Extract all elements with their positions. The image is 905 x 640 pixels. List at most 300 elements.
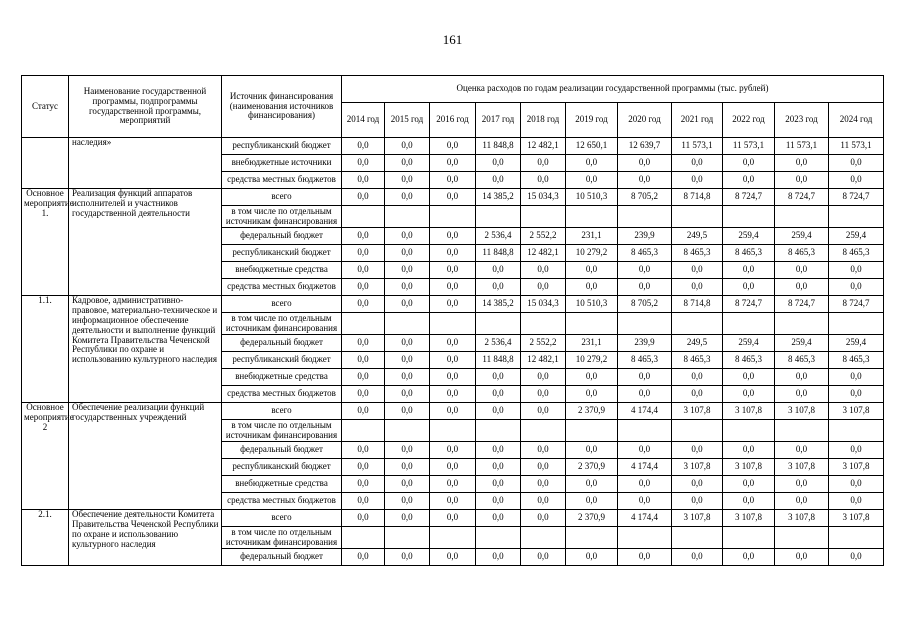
value-cell: 0,0: [476, 459, 521, 476]
value-cell: [618, 420, 672, 442]
value-cell: [430, 313, 476, 335]
value-cell: 0,0: [342, 510, 385, 527]
table-row: [22, 403, 884, 420]
value-cell: 0,0: [385, 442, 430, 459]
value-cell: 0,0: [775, 172, 829, 189]
value-cell: 0,0: [385, 403, 430, 420]
value-cell: 0,0: [829, 386, 884, 403]
value-cell: 8 465,3: [829, 245, 884, 262]
value-cell: 10 279,2: [566, 352, 618, 369]
value-cell: 0,0: [385, 245, 430, 262]
value-cell: 0,0: [430, 335, 476, 352]
value-cell: 10 279,2: [566, 245, 618, 262]
value-cell: [775, 420, 829, 442]
value-cell: 0,0: [672, 155, 723, 172]
value-cell: 0,0: [430, 279, 476, 296]
value-cell: 0,0: [342, 549, 385, 566]
value-cell: 11 573,1: [672, 138, 723, 155]
source-cell: внебюджетные источники: [222, 155, 342, 172]
value-cell: 0,0: [829, 493, 884, 510]
value-cell: 0,0: [566, 369, 618, 386]
value-cell: [342, 206, 385, 228]
value-cell: 0,0: [342, 386, 385, 403]
value-cell: [566, 420, 618, 442]
value-cell: 8 465,3: [672, 352, 723, 369]
value-cell: 0,0: [476, 262, 521, 279]
value-cell: 0,0: [385, 386, 430, 403]
value-cell: 249,5: [672, 335, 723, 352]
value-cell: [723, 527, 775, 549]
value-cell: 2 370,9: [566, 459, 618, 476]
value-cell: 0,0: [342, 369, 385, 386]
value-cell: 0,0: [385, 476, 430, 493]
source-cell: федеральный бюджет: [222, 442, 342, 459]
value-cell: 0,0: [723, 279, 775, 296]
value-cell: 0,0: [829, 476, 884, 493]
value-cell: 0,0: [476, 493, 521, 510]
value-cell: 4 174,4: [618, 403, 672, 420]
value-cell: 0,0: [672, 476, 723, 493]
value-cell: 8 724,7: [775, 189, 829, 206]
value-cell: 259,4: [775, 228, 829, 245]
value-cell: 0,0: [566, 476, 618, 493]
table-row: [22, 138, 884, 155]
status-cell: 2.1.: [22, 510, 69, 566]
value-cell: [342, 527, 385, 549]
value-cell: 0,0: [521, 262, 566, 279]
value-cell: 3 107,8: [775, 403, 829, 420]
value-cell: 0,0: [476, 403, 521, 420]
value-cell: 10 510,3: [566, 189, 618, 206]
value-cell: 0,0: [342, 403, 385, 420]
source-cell: в том числе по отдельным источникам финансирования: [222, 420, 342, 442]
value-cell: 0,0: [521, 442, 566, 459]
value-cell: 4 174,4: [618, 459, 672, 476]
value-cell: 0,0: [672, 386, 723, 403]
value-cell: 0,0: [385, 189, 430, 206]
value-cell: [829, 420, 884, 442]
value-cell: 0,0: [618, 155, 672, 172]
header-year: 2017 год: [476, 103, 521, 138]
value-cell: 0,0: [342, 459, 385, 476]
value-cell: 0,0: [476, 476, 521, 493]
value-cell: 0,0: [618, 172, 672, 189]
value-cell: 0,0: [476, 279, 521, 296]
header-year: 2016 год: [430, 103, 476, 138]
value-cell: 0,0: [618, 476, 672, 493]
source-cell: внебюджетные средства: [222, 262, 342, 279]
source-cell: республиканский бюджет: [222, 138, 342, 155]
value-cell: 0,0: [521, 369, 566, 386]
value-cell: 3 107,8: [829, 459, 884, 476]
value-cell: 259,4: [775, 335, 829, 352]
value-cell: 0,0: [342, 442, 385, 459]
value-cell: 14 385,2: [476, 296, 521, 313]
value-cell: 0,0: [430, 386, 476, 403]
value-cell: 0,0: [342, 352, 385, 369]
value-cell: [723, 420, 775, 442]
value-cell: [672, 206, 723, 228]
value-cell: [775, 313, 829, 335]
value-cell: 0,0: [385, 262, 430, 279]
value-cell: 0,0: [430, 228, 476, 245]
header-year: 2015 год: [385, 103, 430, 138]
value-cell: [385, 527, 430, 549]
value-cell: 0,0: [672, 493, 723, 510]
value-cell: 0,0: [342, 155, 385, 172]
value-cell: 8 724,7: [829, 189, 884, 206]
value-cell: [566, 206, 618, 228]
status-cell: [22, 138, 69, 189]
value-cell: 12 482,1: [521, 352, 566, 369]
value-cell: 0,0: [829, 442, 884, 459]
value-cell: [618, 527, 672, 549]
value-cell: 0,0: [618, 493, 672, 510]
value-cell: 0,0: [566, 442, 618, 459]
value-cell: 0,0: [342, 245, 385, 262]
value-cell: 0,0: [385, 172, 430, 189]
value-cell: 0,0: [723, 155, 775, 172]
value-cell: [476, 527, 521, 549]
source-cell: всего: [222, 510, 342, 527]
value-cell: 0,0: [521, 459, 566, 476]
value-cell: 2 370,9: [566, 403, 618, 420]
name-cell: Кадровое, административно-правовое, материально-техническое и информационное обеспечение деятельности и выполнение функций Комитета Правительства Чеченской Республики по охране и использованию культурного наследия: [69, 296, 222, 403]
value-cell: 0,0: [775, 549, 829, 566]
value-cell: 231,1: [566, 228, 618, 245]
value-cell: 3 107,8: [672, 459, 723, 476]
value-cell: 14 385,2: [476, 189, 521, 206]
value-cell: 0,0: [775, 386, 829, 403]
value-cell: 8 705,2: [618, 189, 672, 206]
value-cell: 259,4: [829, 335, 884, 352]
value-cell: 0,0: [723, 386, 775, 403]
value-cell: 0,0: [385, 459, 430, 476]
source-cell: республиканский бюджет: [222, 352, 342, 369]
status-cell: Основное мероприятие 2: [22, 403, 69, 510]
value-cell: 0,0: [672, 172, 723, 189]
value-cell: 0,0: [342, 476, 385, 493]
value-cell: 8 465,3: [723, 352, 775, 369]
value-cell: 0,0: [342, 262, 385, 279]
value-cell: 3 107,8: [723, 403, 775, 420]
table-row: [22, 510, 884, 527]
value-cell: 8 705,2: [618, 296, 672, 313]
status-cell: Основное мероприятие 1.: [22, 189, 69, 296]
value-cell: [829, 527, 884, 549]
value-cell: 0,0: [430, 510, 476, 527]
value-cell: 2 536,4: [476, 228, 521, 245]
value-cell: 0,0: [618, 369, 672, 386]
value-cell: 0,0: [829, 279, 884, 296]
value-cell: 4 174,4: [618, 510, 672, 527]
header-year: 2022 год: [723, 103, 775, 138]
value-cell: 0,0: [672, 442, 723, 459]
source-cell: в том числе по отдельным источникам финансирования: [222, 313, 342, 335]
value-cell: 2 552,2: [521, 335, 566, 352]
value-cell: 0,0: [566, 493, 618, 510]
value-cell: 0,0: [672, 262, 723, 279]
value-cell: 0,0: [430, 245, 476, 262]
header-year: 2014 год: [342, 103, 385, 138]
value-cell: 0,0: [385, 138, 430, 155]
value-cell: 3 107,8: [829, 510, 884, 527]
value-cell: 0,0: [430, 138, 476, 155]
value-cell: 15 034,3: [521, 296, 566, 313]
name-cell: Реализация функций аппаратов исполнителей и участников государственной деятельности: [69, 189, 222, 296]
value-cell: 0,0: [723, 493, 775, 510]
value-cell: 0,0: [775, 476, 829, 493]
value-cell: 8 724,7: [723, 296, 775, 313]
header-estimate: Оценка расходов по годам реализации государственной программы (тыс. рублей): [342, 76, 884, 103]
value-cell: [385, 313, 430, 335]
value-cell: 0,0: [430, 296, 476, 313]
source-cell: средства местных бюджетов: [222, 172, 342, 189]
source-cell: республиканский бюджет: [222, 459, 342, 476]
value-cell: 3 107,8: [672, 403, 723, 420]
value-cell: 12 639,7: [618, 138, 672, 155]
source-cell: федеральный бюджет: [222, 228, 342, 245]
value-cell: [430, 527, 476, 549]
source-cell: федеральный бюджет: [222, 335, 342, 352]
value-cell: 259,4: [829, 228, 884, 245]
value-cell: 8 724,7: [723, 189, 775, 206]
value-cell: 3 107,8: [775, 459, 829, 476]
value-cell: 3 107,8: [723, 459, 775, 476]
value-cell: 3 107,8: [829, 403, 884, 420]
source-cell: средства местных бюджетов: [222, 279, 342, 296]
value-cell: 11 573,1: [775, 138, 829, 155]
header-year: 2018 год: [521, 103, 566, 138]
value-cell: 0,0: [385, 352, 430, 369]
value-cell: 11 573,1: [723, 138, 775, 155]
value-cell: [476, 313, 521, 335]
header-year: 2020 год: [618, 103, 672, 138]
value-cell: 0,0: [618, 442, 672, 459]
value-cell: 8 724,7: [829, 296, 884, 313]
value-cell: 0,0: [430, 352, 476, 369]
value-cell: 0,0: [521, 510, 566, 527]
value-cell: 0,0: [521, 476, 566, 493]
value-cell: [566, 527, 618, 549]
value-cell: 0,0: [385, 493, 430, 510]
source-cell: средства местных бюджетов: [222, 386, 342, 403]
value-cell: [723, 313, 775, 335]
value-cell: 0,0: [723, 476, 775, 493]
value-cell: 11 848,8: [476, 352, 521, 369]
value-cell: 0,0: [385, 369, 430, 386]
value-cell: 0,0: [476, 172, 521, 189]
value-cell: 0,0: [775, 369, 829, 386]
value-cell: 0,0: [566, 549, 618, 566]
value-cell: 0,0: [521, 155, 566, 172]
source-cell: в том числе по отдельным источникам финансирования: [222, 527, 342, 549]
value-cell: 0,0: [829, 172, 884, 189]
value-cell: 0,0: [430, 549, 476, 566]
value-cell: [829, 313, 884, 335]
value-cell: 0,0: [521, 279, 566, 296]
value-cell: [775, 206, 829, 228]
value-cell: 15 034,3: [521, 189, 566, 206]
value-cell: 259,4: [723, 228, 775, 245]
value-cell: 0,0: [829, 155, 884, 172]
value-cell: 0,0: [829, 369, 884, 386]
value-cell: 8 465,3: [672, 245, 723, 262]
value-cell: 11 848,8: [476, 138, 521, 155]
value-cell: [385, 206, 430, 228]
value-cell: 0,0: [342, 296, 385, 313]
value-cell: 11 573,1: [829, 138, 884, 155]
value-cell: [672, 527, 723, 549]
source-cell: республиканский бюджет: [222, 245, 342, 262]
value-cell: 0,0: [521, 172, 566, 189]
value-cell: 12 650,1: [566, 138, 618, 155]
value-cell: 0,0: [430, 476, 476, 493]
value-cell: 0,0: [672, 369, 723, 386]
value-cell: 8 465,3: [723, 245, 775, 262]
value-cell: 0,0: [430, 403, 476, 420]
value-cell: 2 370,9: [566, 510, 618, 527]
value-cell: 0,0: [672, 279, 723, 296]
value-cell: 0,0: [430, 172, 476, 189]
value-cell: 3 107,8: [775, 510, 829, 527]
value-cell: 0,0: [775, 493, 829, 510]
value-cell: 0,0: [342, 138, 385, 155]
value-cell: [672, 313, 723, 335]
value-cell: 0,0: [385, 228, 430, 245]
value-cell: 239,9: [618, 228, 672, 245]
status-cell: 1.1.: [22, 296, 69, 403]
value-cell: 8 465,3: [775, 352, 829, 369]
header-source: Источник финансирования (наименования источников финансирования): [222, 76, 342, 138]
value-cell: 12 482,1: [521, 138, 566, 155]
value-cell: 0,0: [385, 335, 430, 352]
table-row: [22, 296, 884, 313]
value-cell: 0,0: [385, 549, 430, 566]
value-cell: 0,0: [476, 155, 521, 172]
value-cell: 0,0: [775, 442, 829, 459]
value-cell: 8 724,7: [775, 296, 829, 313]
value-cell: 0,0: [672, 549, 723, 566]
source-cell: федеральный бюджет: [222, 549, 342, 566]
value-cell: [342, 313, 385, 335]
value-cell: 0,0: [521, 386, 566, 403]
header-year: 2021 год: [672, 103, 723, 138]
value-cell: 0,0: [618, 386, 672, 403]
value-cell: 0,0: [775, 155, 829, 172]
value-cell: 8 465,3: [829, 352, 884, 369]
value-cell: [829, 206, 884, 228]
value-cell: 0,0: [521, 493, 566, 510]
value-cell: 3 107,8: [723, 510, 775, 527]
value-cell: [385, 420, 430, 442]
value-cell: 2 536,4: [476, 335, 521, 352]
value-cell: 0,0: [342, 228, 385, 245]
value-cell: [618, 313, 672, 335]
header-year: 2019 год: [566, 103, 618, 138]
value-cell: [618, 206, 672, 228]
source-cell: в том числе по отдельным источникам финансирования: [222, 206, 342, 228]
value-cell: 231,1: [566, 335, 618, 352]
table-row: [22, 189, 884, 206]
name-cell: Обеспечение деятельности Комитета Правительства Чеченской Республики по охране и использованию культурного наследия: [69, 510, 222, 566]
value-cell: 0,0: [342, 335, 385, 352]
name-cell: Обеспечение реализации функций государственных учреждений: [69, 403, 222, 510]
value-cell: [723, 206, 775, 228]
value-cell: 8 714,8: [672, 189, 723, 206]
source-cell: внебюджетные средства: [222, 369, 342, 386]
value-cell: 0,0: [430, 493, 476, 510]
value-cell: 0,0: [566, 279, 618, 296]
value-cell: 12 482,1: [521, 245, 566, 262]
value-cell: 0,0: [476, 386, 521, 403]
value-cell: 0,0: [430, 442, 476, 459]
value-cell: 0,0: [385, 155, 430, 172]
value-cell: [566, 313, 618, 335]
budget-table: [21, 75, 884, 566]
value-cell: 0,0: [566, 262, 618, 279]
value-cell: 2 552,2: [521, 228, 566, 245]
value-cell: 0,0: [566, 155, 618, 172]
source-cell: всего: [222, 296, 342, 313]
value-cell: 8 714,8: [672, 296, 723, 313]
value-cell: [476, 420, 521, 442]
value-cell: [430, 420, 476, 442]
value-cell: 0,0: [385, 296, 430, 313]
value-cell: 0,0: [430, 189, 476, 206]
value-cell: 8 465,3: [618, 245, 672, 262]
value-cell: 0,0: [342, 172, 385, 189]
value-cell: 0,0: [476, 510, 521, 527]
value-cell: 0,0: [430, 369, 476, 386]
value-cell: 0,0: [476, 442, 521, 459]
value-cell: 0,0: [775, 279, 829, 296]
source-cell: всего: [222, 189, 342, 206]
value-cell: [430, 206, 476, 228]
source-cell: внебюджетные средства: [222, 476, 342, 493]
value-cell: 0,0: [385, 279, 430, 296]
page-number: 161: [442, 32, 463, 47]
value-cell: 0,0: [723, 262, 775, 279]
value-cell: 249,5: [672, 228, 723, 245]
value-cell: 10 510,3: [566, 296, 618, 313]
value-cell: 0,0: [829, 262, 884, 279]
value-cell: 0,0: [476, 369, 521, 386]
value-cell: 239,9: [618, 335, 672, 352]
value-cell: 0,0: [342, 189, 385, 206]
value-cell: 11 848,8: [476, 245, 521, 262]
value-cell: [521, 527, 566, 549]
value-cell: 0,0: [430, 262, 476, 279]
value-cell: 0,0: [342, 493, 385, 510]
value-cell: 0,0: [342, 279, 385, 296]
value-cell: 0,0: [521, 549, 566, 566]
value-cell: 0,0: [618, 262, 672, 279]
value-cell: [476, 206, 521, 228]
value-cell: [521, 420, 566, 442]
value-cell: 0,0: [723, 369, 775, 386]
value-cell: 0,0: [385, 510, 430, 527]
value-cell: 259,4: [723, 335, 775, 352]
value-cell: [775, 527, 829, 549]
value-cell: [521, 313, 566, 335]
value-cell: [342, 420, 385, 442]
value-cell: 0,0: [775, 262, 829, 279]
header-year: 2023 год: [775, 103, 829, 138]
header-name: Наименование государственной программы, подпрограммы государственной программы, мероприятий: [69, 76, 222, 138]
value-cell: 3 107,8: [672, 510, 723, 527]
value-cell: [521, 206, 566, 228]
